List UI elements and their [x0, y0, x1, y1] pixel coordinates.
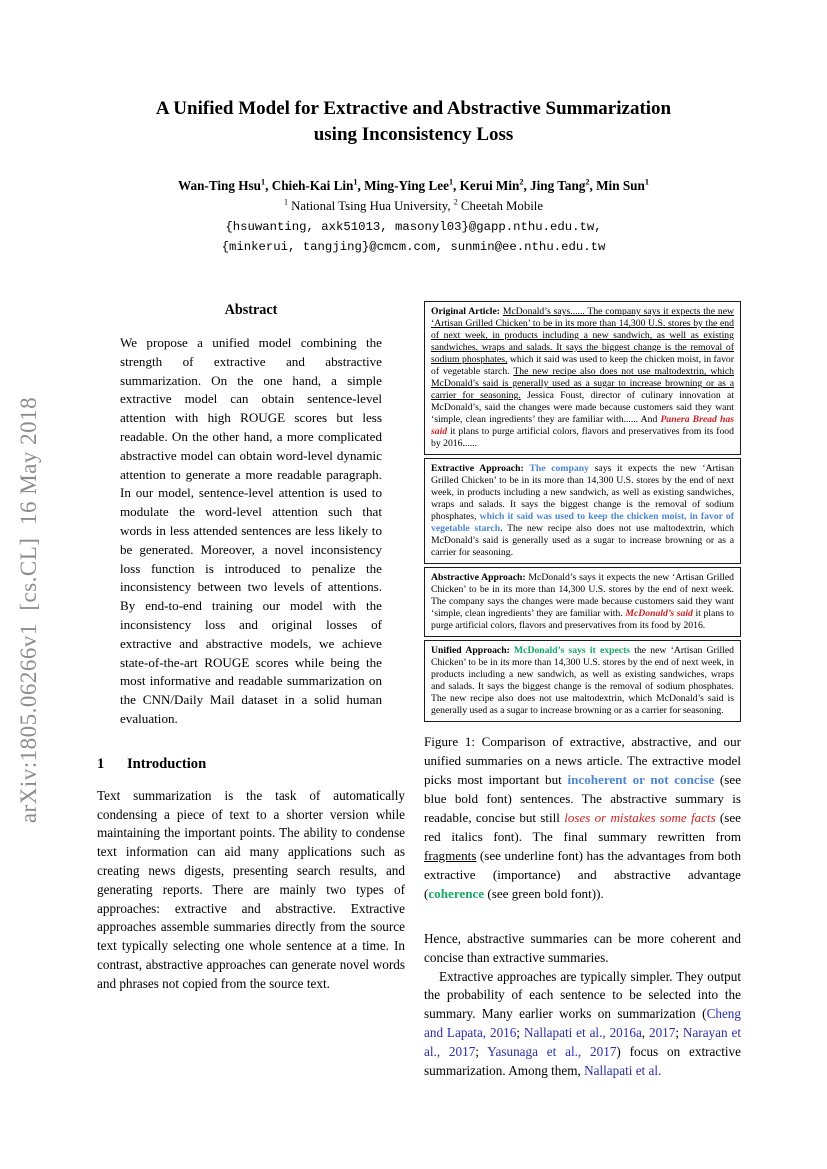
figure-box-unified-approach: [424, 640, 741, 722]
text-span: ,: [589, 178, 597, 193]
superscript: 2: [585, 177, 590, 187]
body-paragraph-extractive-approaches: [424, 968, 741, 1081]
text-span: which it said was used to keep the chicken moist, in favor of vegetable starch.: [431, 354, 734, 377]
citation-link[interactable]: Nallapati et al., 2016a: [523, 1024, 642, 1040]
text-span: ,: [357, 178, 365, 193]
superscript: 1: [283, 197, 288, 207]
underlined-text: The new recipe also does not use maltodextrin, which McDonald’s said is generally used as a sugar to increase browning or as a carrier for seasoning.: [431, 366, 734, 401]
text-span: it plans to purge artificial colors, flavors and preservatives from its food by 2016......: [431, 426, 734, 449]
text-span: (see red italics font). The final summary rewritten from: [424, 810, 741, 844]
text-span: National Tsing Hua University,: [287, 199, 454, 213]
text-span: ,: [523, 178, 531, 193]
underlined-text: fragments: [424, 848, 477, 863]
section-heading-introduction: [97, 756, 405, 773]
text-span: Kerui Min: [459, 178, 520, 193]
underlined-text: McDonald’s says...... The company says it expects the new ‘Artisan Grilled Chicken’ to be in its more than 14,300 U.S. stores by the end of next week, in products including a new sandwich, as well as existing sandwiches, wraps and salads. It says the biggest change is the removal of sodium phosphates,: [431, 306, 735, 365]
text-span: Ming-Ying Lee: [364, 178, 449, 193]
green-bold-text: McDonald’s says it expects: [514, 645, 631, 656]
green-bold-text: coherence: [428, 886, 485, 901]
text-span: Jessica Foust, director of culinary innovation at McDonald’s, said the changes were made because customers said they want ‘simple, clean ingredients’ they are familiar with...... And: [431, 390, 734, 425]
blue-bold-text: which it said was used to keep the chicken moist, in favor of vegetable starch: [431, 511, 734, 534]
body-paragraph-hence: Hence, abstractive summaries can be more coherent and concise than extractive summaries.: [424, 931, 741, 965]
figure-box-label: Extractive Approach:: [431, 463, 524, 474]
red-italic-text: Panera Bread has said: [431, 414, 734, 437]
text-span: McDonald’s says it expects the new ‘Artisan Grilled Chicken’ to be in its more than 14,300 U.S. stores by the end of next week. The company says the changes were made because customers said they want ‘simple, clean ingredients’ they are familiar with.: [431, 572, 734, 619]
figure-1-caption: [424, 732, 741, 903]
section-number: 1: [97, 755, 105, 772]
figure-box-text: [431, 463, 734, 558]
left-column: [97, 302, 405, 994]
abstract-heading: Abstract: [224, 302, 278, 318]
superscript: 1: [353, 177, 358, 187]
text-span: ;: [475, 1043, 488, 1059]
figure-box-original-article: [424, 301, 741, 455]
paper-title-line1: A Unified Model for Extractive and Abstractive Summarization: [155, 98, 672, 119]
blue-bold-text: The company: [529, 463, 589, 474]
text-span: Cheetah Mobile: [457, 199, 544, 213]
abstract-text: We propose a unified model combining the strength of extractive and abstractive summarization. On the one hand, a simple extractive model can obtain sentence-level attention with high ROUGE scores but less readable. On the other hand, a more complicated abstractive model can obtain word-level dynamic attention to generate a more readable paragraph. In our model, sentence-level attention is used to modulate the word-level attention such that words in less attended sentences are less likely to be generated. Moreover, a novel inconsistency loss function is introduced to penalize the inconsistency between two levels of attentions. By end-to-end training our model with the inconsistency loss and original losses of extractive and abstractive models, we achieve state-of-the-art ROUGE scores while being the most informative and readable summarization on the CNN/Daily Mail dataset in a solid human evaluation.: [120, 335, 382, 726]
text-span: says it expects the new ‘Artisan Grilled Chicken’ to be in its more than 14,300 U.S. stores by the end of next week, in products including a new sandwich, as well as existing sandwiches, wraps and salads. It says the biggest change is the removal of sodium phosphates,: [431, 463, 734, 522]
figure-box-label: Original Article:: [431, 306, 501, 317]
text-span: Wan-Ting Hsu: [178, 178, 261, 193]
text-span: Extractive approaches are typically simpler. They output the probability of each sentence to be selected into the summary. Many earlier works on summarization (: [424, 968, 741, 1022]
text-span: ) focus on extractive summarization. Among them,: [424, 1043, 741, 1078]
citation-link[interactable]: Nallapati et al.: [584, 1062, 662, 1078]
text-span: ;: [516, 1024, 524, 1040]
text-span: ;: [675, 1024, 683, 1040]
citation-link[interactable]: 2017: [648, 1024, 676, 1040]
figure-box-abstractive-approach: [424, 567, 741, 637]
right-column: [424, 301, 741, 1080]
authors-line: [0, 178, 827, 194]
superscript: 2: [453, 197, 458, 207]
paper-header: [0, 96, 827, 257]
affiliation-line: [0, 199, 827, 214]
text-span: (see underline font) has the advantages from both extractive (importance) and abstractive advantage (: [424, 848, 741, 901]
figure-1-panel: [424, 301, 741, 722]
citation-link[interactable]: Narayan et al., 2017: [424, 1024, 741, 1059]
text-span: (see green bold font)).: [484, 886, 604, 901]
text-span: ,: [641, 1024, 649, 1040]
email-line-2: {minkerui, tangjing}@cmcm.com, sunmin@ee.nthu.edu.tw: [221, 240, 606, 254]
text-span: ,: [265, 178, 272, 193]
text-span: Min Sun: [596, 178, 645, 193]
superscript: 1: [644, 177, 649, 187]
superscript: 1: [448, 177, 454, 187]
arxiv-stamp: arXiv:1805.06266v1 [cs.CL] 16 May 2018: [16, 396, 41, 824]
figure-box-label: Abstractive Approach:: [431, 572, 526, 583]
text-span: . The new recipe also does not use maltodextrin, which McDonald’s said is generally used as a sugar to increase browning or as a carrier for seasoning.: [431, 523, 734, 558]
text-span: Chieh-Kai Lin: [271, 178, 354, 193]
paper-title-line2: using Inconsistency Loss: [313, 124, 514, 145]
superscript: 2: [519, 177, 524, 187]
citation-link[interactable]: Yasunaga et al., 2017: [487, 1043, 617, 1059]
text-span: it plans to purge artificial colors, flavors and preservatives from its food by 2016.: [431, 608, 734, 631]
intro-paragraph: Text summarization is the task of automatically condensing a piece of text to a shorter version while maintaining the important points. The ability to condense text information can aid many applications such as creating news digests, presenting search results, and generating reports. There are mainly two types of approaches: extractive and abstractive. Extractive approaches assemble summaries directly from the source text typically selecting one whole sentence at a time. In contrast, abstractive approaches can generate novel words and phrases not copied from the source text.: [97, 787, 405, 991]
citation-link[interactable]: Cheng and Lapata, 2016: [424, 1006, 741, 1040]
text-span: Jing Tang: [530, 178, 586, 193]
figure-box-text: [431, 306, 734, 449]
text-span: ,: [453, 178, 460, 193]
red-italic-text: McDonald’s said: [625, 608, 693, 619]
figure-box-label: Unified Approach:: [431, 645, 510, 656]
paper-title: [0, 96, 827, 148]
section-title: Introduction: [127, 755, 207, 772]
superscript: 1: [261, 177, 266, 187]
text-span: (see blue bold font) sentences. The abstractive summary is readable, concise but still: [424, 772, 742, 825]
red-italic-text: loses or mistakes some facts: [564, 810, 716, 825]
text-span: the new ‘Artisan Grilled Chicken’ to be in its more than 14,300 U.S. stores by the end of next week, in products including a new sandwich, as well as existing sandwiches, wraps and salads. It says the biggest change is the removal of sodium phosphates. The new recipe also does not use maltodextrin, which McDonald’s said is generally used as a sugar to increase browning or as a carrier for seasoning.: [431, 645, 734, 716]
figure-box-extractive-approach: [424, 458, 741, 564]
email-line-1: {hsuwanting, axk51013, masonyl03}@gapp.nthu.edu.tw,: [225, 220, 602, 234]
text-span: Figure 1: Comparison of extractive, abstractive, and our unified summaries on a news article. The extractive model picks most important but: [424, 734, 741, 787]
email-block: [0, 217, 827, 257]
blue-bold-text: incoherent or not concise: [567, 772, 715, 787]
